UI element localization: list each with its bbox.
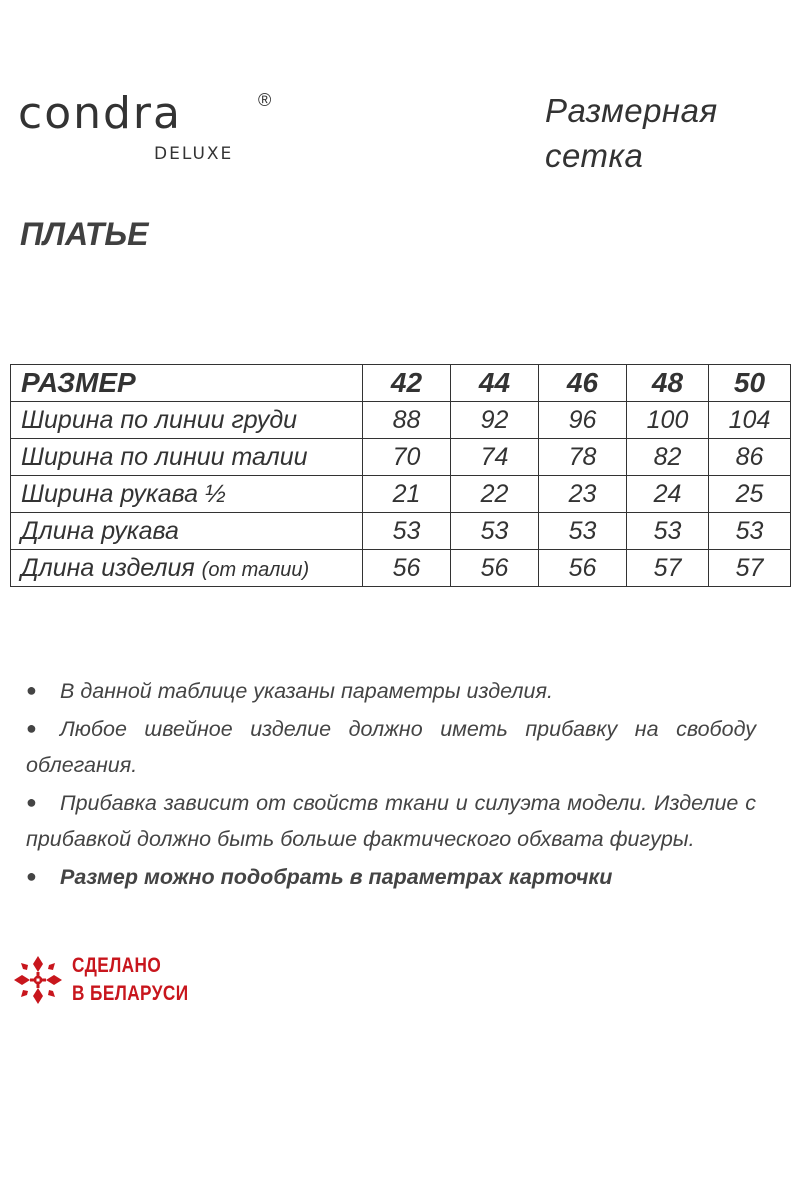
- table-cell: 100: [627, 402, 709, 439]
- table-row: [11, 439, 791, 476]
- table-cell: 86: [709, 439, 791, 476]
- size-header: 42: [363, 365, 451, 402]
- table-cell: 25: [709, 476, 791, 513]
- registered-mark: ®: [258, 90, 272, 110]
- table-row: [11, 402, 791, 439]
- row-label: Ширина по линии груди: [11, 402, 363, 439]
- table-cell: 82: [627, 439, 709, 476]
- table-cell: 57: [709, 550, 791, 587]
- table-cell: 70: [363, 439, 451, 476]
- table-cell: 53: [539, 513, 627, 550]
- bullet-icon: ●: [26, 865, 37, 886]
- table-row: [11, 513, 791, 550]
- table-cell: 74: [451, 439, 539, 476]
- brand-name: condra: [18, 88, 182, 139]
- table-cell: 57: [627, 550, 709, 587]
- brand-logo: [18, 88, 272, 164]
- table-cell: 92: [451, 402, 539, 439]
- table-cell: 53: [709, 513, 791, 550]
- table-cell: 96: [539, 402, 627, 439]
- row-label-note: (от талии): [201, 558, 310, 581]
- heading-line-2: сетка: [545, 137, 644, 174]
- made-in-line-1: СДЕЛАНО: [72, 954, 162, 977]
- made-in-line-2: В БЕЛАРУСИ: [72, 982, 189, 1005]
- note-item: [26, 784, 756, 858]
- product-title: ПЛАТЬЕ: [20, 216, 149, 252]
- bullet-icon: ●: [26, 791, 37, 812]
- made-in-text: [72, 952, 188, 1008]
- row-label: Ширина по линии талии: [11, 439, 363, 476]
- table-cell: 78: [539, 439, 627, 476]
- table-row: [11, 476, 791, 513]
- table-cell: 53: [363, 513, 451, 550]
- header-label: РАЗМЕР: [11, 365, 363, 402]
- belarus-ornament-icon: [12, 954, 64, 1006]
- table-cell: 88: [363, 402, 451, 439]
- bullet-icon: ●: [26, 680, 37, 700]
- note-text: В данной таблице указаны параметры изделия.: [60, 679, 553, 703]
- note-item: [26, 672, 756, 710]
- row-label: Длина рукава: [11, 513, 363, 550]
- row-label-text: Длина изделия: [21, 553, 195, 582]
- made-in-belarus-badge: [12, 952, 214, 1008]
- size-header: 44: [451, 365, 539, 402]
- table-cell: 56: [363, 550, 451, 587]
- table-cell: 22: [451, 476, 539, 513]
- note-item: [26, 858, 756, 896]
- note-text: Размер можно подобрать в параметрах карточки: [60, 864, 613, 889]
- table-cell: 24: [627, 476, 709, 513]
- page-heading: [545, 88, 775, 178]
- bullet-icon: ●: [26, 717, 37, 738]
- table-cell: 56: [451, 550, 539, 587]
- table-cell: 56: [539, 550, 627, 587]
- table-cell: 53: [627, 513, 709, 550]
- size-header: 50: [709, 365, 791, 402]
- row-label: [11, 550, 363, 587]
- table-header-row: [11, 365, 791, 402]
- table-cell: 21: [363, 476, 451, 513]
- brand-subtitle: DELUXE: [154, 144, 234, 164]
- table-cell: 23: [539, 476, 627, 513]
- row-label: Ширина рукава ½: [11, 476, 363, 513]
- note-item: [26, 710, 756, 784]
- notes-list: [26, 672, 756, 895]
- note-text: Любое швейное изделие должно иметь прибавку на свободу облегания.: [26, 716, 756, 777]
- size-header: 48: [627, 365, 709, 402]
- heading-line-1: Размерная: [545, 92, 718, 129]
- table-row: [11, 550, 791, 587]
- size-header: 46: [539, 365, 627, 402]
- note-text: Прибавка зависит от свойств ткани и силуэта модели. Изделие с прибавкой должно быть больше фактического обхвата фигуры.: [26, 790, 756, 851]
- table-cell: 104: [709, 402, 791, 439]
- size-table: [10, 364, 791, 587]
- table-cell: 53: [451, 513, 539, 550]
